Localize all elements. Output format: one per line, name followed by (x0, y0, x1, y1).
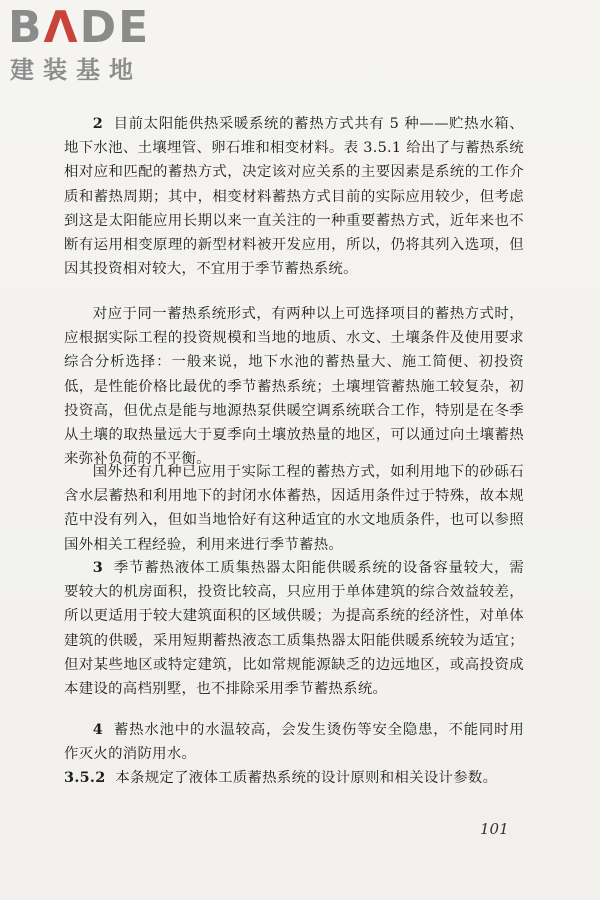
item-number: 3 (92, 559, 104, 576)
paragraph-text: 目前太阳能供热采暖系统的蓄热方式共有 5 种——贮热水箱、地下水池、土壤埋管、卵石堆和相变材料。表 3.5.1 给出了与蓄热系统相对应和匹配的蓄热方式，决定该对应关系的主要因素是系统的工作介质和蓄热周期；其中，相变材料蓄热方式目前的实际应用较少，但考虑到这是太阳能应用长期以来一直关注的一种重要蓄热方式，近年来也不断有运用相变原理的新型材料被开发应用，所以，仍将其列入选项，但因其投资相对较大，不宜用于季节蓄热系统。 (64, 116, 524, 278)
paragraph-storage-methods (64, 112, 524, 281)
paragraph-foreign-methods (64, 460, 524, 557)
logo-text-cn: 建装基地 (10, 56, 142, 84)
paragraph-text: 季节蓄热液体工质集热器太阳能供暖系统的设备容量较大，需要较大的机房面积，投资比较高，只应用于单体建筑的综合效益较差，所以更适用于较大建筑面积的区域供暖；为提高系统的经济性，对单体建筑的供暖，采用短期蓄热液态工质集热器太阳能供暖系统较为适宜；但对某些地区或特定建筑，比如常规能源缺乏的边远地区，或高投资成本建设的高档别墅，也不排除采用季节蓄热系统。 (64, 560, 525, 698)
paragraph-text: 蓄热水池中的水温较高，会发生烫伤等安全隐患，不能同时用作灭火的消防用水。 (64, 722, 525, 763)
section-number: 3.5.2 (64, 769, 106, 786)
logo-text-en: BΛDE (8, 2, 151, 53)
watermark-logo (8, 4, 183, 88)
paragraph-text: 对应于同一蓄热系统形式，有两种以上可选择项目的蓄热方式时，应根据实际工程的投资规模和当地的地质、水文、土壤条件及使用要求综合分析选择：一般来说，地下水池的蓄热量大、施工简便、初投资低，是性能价格比最优的季节蓄热系统；土壤埋管蓄热施工较复杂，初投资高，但优点是能与地源热泵供暖空调系统联合工作，特别是在冬季从土壤的取热量远大于夏季向土壤放热量的地区，可以通过向土壤蓄热来弥补负荷的不平衡。 (64, 306, 524, 468)
paragraph-water-safety (64, 718, 524, 766)
paragraph-text: 国外还有几种已应用于实际工程的蓄热方式，如利用地下的砂砾石含水层蓄热和利用地下的封闭水体蓄热，因适用条件过于特殊，故本规范中没有列入，但如当地恰好有这种适宜的水文地质条件，也可以参照国外相关工程经验，利用来进行季节蓄热。 (64, 464, 524, 553)
page-number: 101 (480, 820, 509, 838)
paragraph-section-3-5-2 (64, 766, 524, 790)
paragraph-seasonal-storage (64, 556, 524, 701)
paragraph-text: 本条规定了液体工质蓄热系统的设计原则和相关设计参数。 (115, 770, 498, 786)
item-number: 4 (92, 721, 104, 738)
paragraph-selection-guidance (64, 302, 524, 471)
item-number: 2 (92, 115, 104, 132)
